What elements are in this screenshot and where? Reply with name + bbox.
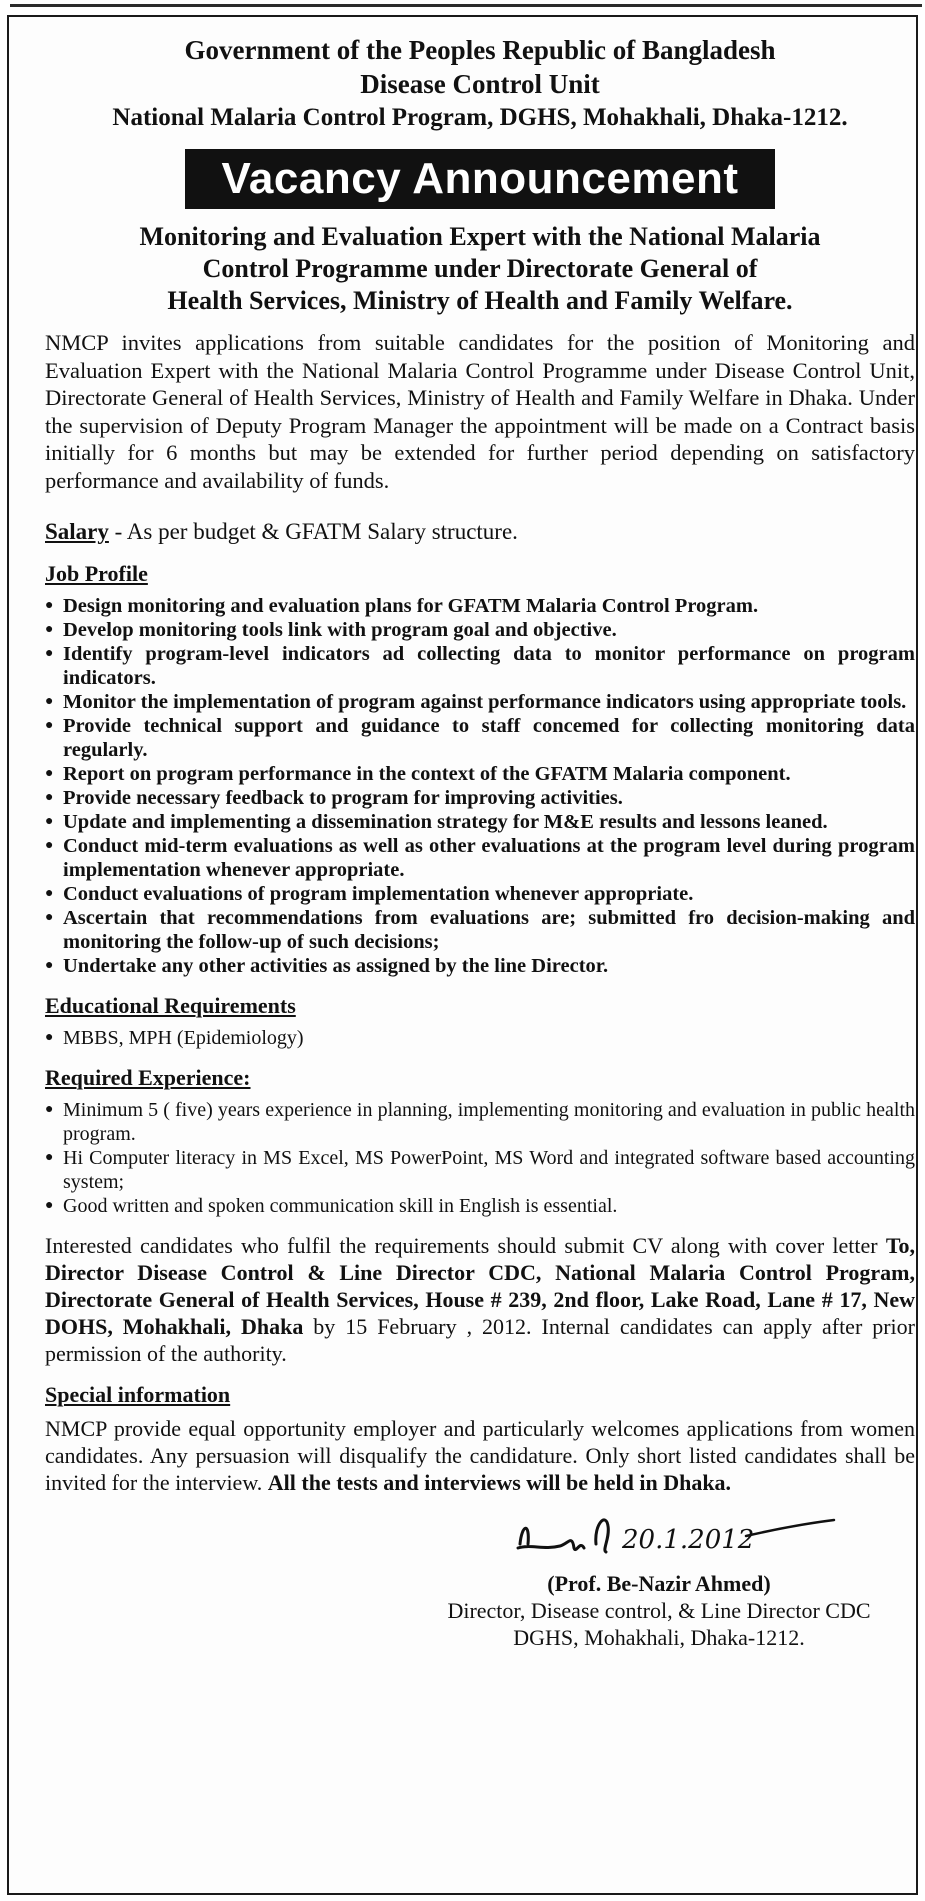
experience-list <box>45 1098 915 1218</box>
list-item: ● Design monitoring and evaluation plans for GFATM Malaria Control Program. <box>45 594 915 618</box>
announcement-page <box>7 15 918 1895</box>
education-list <box>45 1026 915 1050</box>
apply-text-post: by 15 February , 2012. Internal candidates can apply after prior permission of the authority. <box>45 1314 915 1366</box>
list-item: ● Report on program performance in the context of the GFATM Malaria component. <box>45 762 915 786</box>
signatory-title: Director, Disease control, & Line Director CDC <box>447 1598 871 1623</box>
job-profile-heading: Job Profile <box>45 561 148 586</box>
list-item: ● Undertake any other activities as assigned by the line Director. <box>45 954 915 978</box>
header-unit: Disease Control Unit <box>360 69 600 99</box>
list-item: ● Conduct mid-term evaluations as well as other evaluations at the program level during program implementation whenever appropriate. <box>45 834 915 882</box>
position-title-line-2: Control Programme under Directorate General of <box>202 254 758 283</box>
position-title-line-3: Health Services, Ministry of Health and Family Welfare. <box>167 286 793 315</box>
list-item: ● Good written and spoken communication skill in English is essential. <box>45 1194 915 1218</box>
list-item: ● Monitor the implementation of program against performance indicators using appropriate tools. <box>45 690 915 714</box>
list-item: ● MBBS, MPH (Epidemiology) <box>45 1026 915 1050</box>
handwritten-date: 20.1.2012 <box>622 1525 755 1555</box>
signatory-block <box>409 1570 909 1651</box>
job-profile-list <box>45 594 915 978</box>
salary-text: - As per budget & GFATM Salary structure. <box>108 519 518 544</box>
position-title <box>45 221 915 317</box>
intro-paragraph: NMCP invites applications from suitable candidates for the position of Monitoring and Evaluation Expert with the National Malaria Control Programme under Disease Control Unit, Directorate General of Health Services, Ministry of Health and Family Welfare in Dhaka. Under the supervision of Deputy Program Manager the appointment will be made on a Contract basis initially for 6 months but may be extended for further period depending on satisfactory performance and availability of funds. <box>45 330 915 493</box>
apply-text-pre: Interested candidates who fulfil the requirements should submit CV along with cover letter <box>45 1233 886 1258</box>
list-item: ● Ascertain that recommendations from evaluations are; submitted fro decision-making and monitoring the follow-up of such decisions; <box>45 906 915 954</box>
list-item: ● Minimum 5 ( five) years experience in planning, implementing monitoring and evaluation in public health program. <box>45 1098 915 1146</box>
salary-line <box>45 518 915 546</box>
header-program: National Malaria Control Program, DGHS, Mohakhali, Dhaka-1212. <box>112 104 848 131</box>
signatory-office: DGHS, Mohakhali, Dhaka-1212. <box>513 1625 805 1650</box>
special-text: NMCP provide equal opportunity employer and particularly welcomes applications from women candidates. Any persuasion will disqualify the candidature. Only short listed candidates shall be invited for the interview. <box>45 1416 915 1495</box>
special-information-text <box>45 1415 915 1496</box>
apply-address: To, Director Disease Control & Line Director CDC, National Malaria Control Program, Directorate General of Health Services, House # 239, 2nd floor, Lake Road, Lane # 17, New DOHS, Mohakhali, Dhaka <box>45 1233 915 1339</box>
list-item: ● Hi Computer literacy in MS Excel, MS PowerPoint, MS Word and integrated software based accounting system; <box>45 1146 915 1194</box>
signatory-name: (Prof. Be-Nazir Ahmed) <box>547 1571 771 1596</box>
list-item: ● Update and implementing a dissemination strategy for M&E results and lessons leaned. <box>45 810 915 834</box>
list-item: ● Conduct evaluations of program implementation whenever appropriate. <box>45 882 915 906</box>
announcement-content <box>45 17 915 1664</box>
special-bold-text: All the tests and interviews will be held in Dhaka. <box>267 1470 732 1495</box>
education-heading: Educational Requirements <box>45 993 296 1018</box>
header-government: Government of the Peoples Republic of Bangladesh <box>184 35 776 65</box>
list-item: ● Provide technical support and guidance to staff concemed for collecting monitoring data regularly. <box>45 714 915 762</box>
application-instructions <box>45 1232 915 1367</box>
list-item: ● Provide necessary feedback to program for improving activities. <box>45 786 915 810</box>
list-item: ● Identify program-level indicators ad collecting data to monitor performance on program indicators. <box>45 642 915 690</box>
vacancy-banner: Vacancy Announcement <box>185 149 775 209</box>
experience-heading: Required Experience: <box>45 1065 251 1090</box>
top-rule <box>10 4 922 7</box>
signature-area <box>45 1504 915 1664</box>
handwritten-signature <box>510 1504 840 1574</box>
special-information-heading: Special information <box>45 1382 231 1407</box>
list-item: ● Develop monitoring tools link with program goal and objective. <box>45 618 915 642</box>
position-title-line-1: Monitoring and Evaluation Expert with the National Malaria <box>139 222 821 251</box>
salary-label: Salary <box>45 519 109 544</box>
